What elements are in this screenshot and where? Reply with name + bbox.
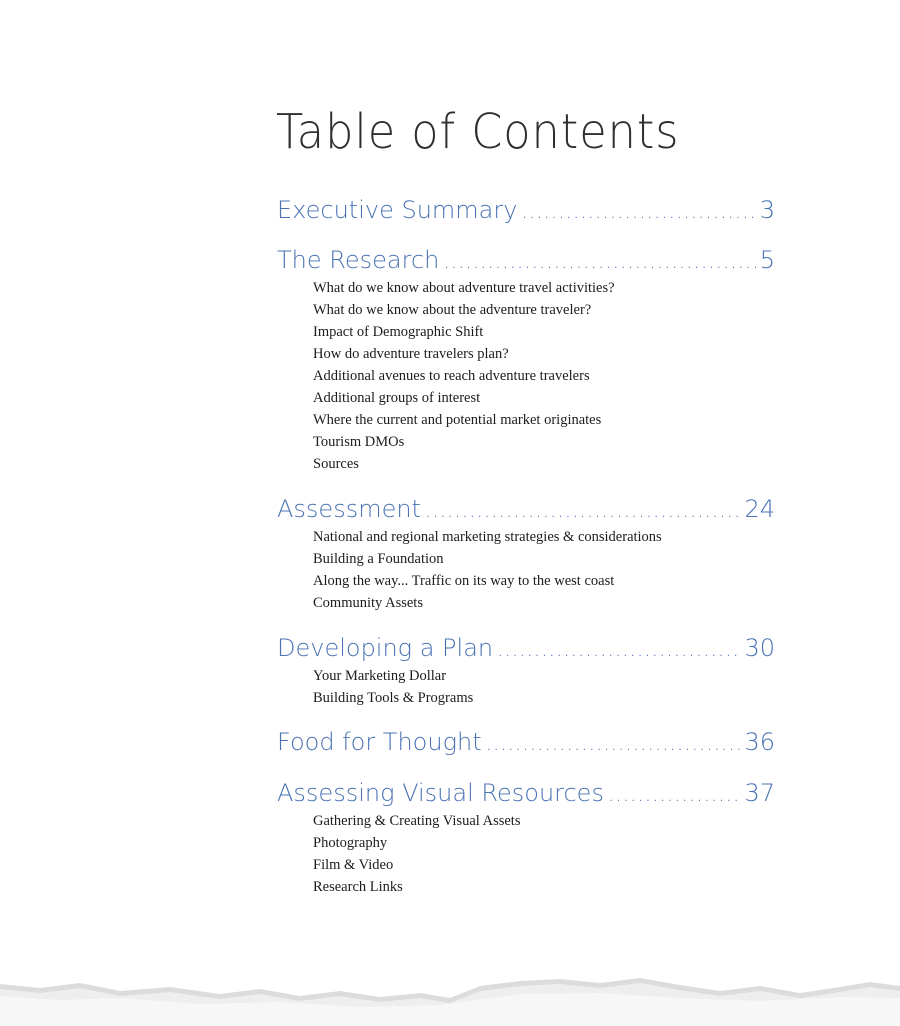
subsection-item[interactable]: National and regional marketing strategies & considerations <box>313 529 662 545</box>
dot-leader <box>608 777 741 811</box>
subsection-item[interactable]: Impact of Demographic Shift <box>313 324 484 340</box>
toc-entry-the-research[interactable] <box>277 243 775 277</box>
subsection-item[interactable]: Where the current and potential market originates <box>313 412 602 428</box>
subsection-item[interactable]: How do adventure travelers plan? <box>313 346 509 362</box>
toc-entry-assessing-visual-resources[interactable] <box>277 776 775 810</box>
subsection-list <box>277 665 775 709</box>
dot-leader <box>443 244 755 278</box>
toc-section-assessment <box>277 492 775 614</box>
section-page-number: 37 <box>744 779 775 807</box>
section-title: The Research <box>277 246 440 274</box>
subsection-item[interactable]: Your Marketing Dollar <box>313 668 447 684</box>
subsection-item[interactable]: Additional avenues to reach adventure travelers <box>313 368 590 384</box>
dot-leader <box>521 194 755 228</box>
subsection-item[interactable]: Building Tools & Programs <box>313 690 474 706</box>
subsection-item[interactable]: Sources <box>313 456 359 472</box>
subsection-item[interactable]: Film & Video <box>313 857 394 873</box>
subsection-item[interactable]: Building a Foundation <box>313 551 444 567</box>
toc-entry-assessment[interactable] <box>277 492 775 526</box>
page-title: Table of Contents <box>276 104 680 160</box>
toc-section-the-research <box>277 243 775 475</box>
subsection-list <box>277 277 775 475</box>
subsection-item[interactable]: What do we know about the adventure traveler? <box>313 302 592 318</box>
toc-entry-developing-a-plan[interactable] <box>277 631 775 665</box>
section-page-number: 30 <box>744 634 775 662</box>
subsection-item[interactable]: What do we know about adventure travel activities? <box>313 280 615 296</box>
section-title: Food for Thought <box>277 728 482 756</box>
toc-section-food-for-thought <box>277 725 775 759</box>
section-title: Assessment <box>277 495 421 523</box>
subsection-item[interactable]: Along the way... Traffic on its way to the west coast <box>313 573 615 589</box>
toc-section-developing-a-plan <box>277 631 775 709</box>
toc-entry-executive-summary[interactable] <box>277 193 775 227</box>
section-title: Executive Summary <box>277 196 518 224</box>
subsection-item[interactable]: Additional groups of interest <box>313 390 481 406</box>
section-page-number: 3 <box>759 196 775 224</box>
section-title: Developing a Plan <box>277 634 494 662</box>
dot-leader <box>497 632 740 666</box>
dot-leader <box>425 493 740 527</box>
subsection-item[interactable]: Research Links <box>313 879 403 895</box>
subsection-item[interactable]: Community Assets <box>313 595 423 611</box>
section-title: Assessing Visual Resources <box>277 779 604 807</box>
subsection-item[interactable]: Tourism DMOs <box>313 434 405 450</box>
section-page-number: 24 <box>744 495 775 523</box>
dot-leader <box>486 726 741 760</box>
subsection-list <box>277 810 775 898</box>
subsection-item[interactable]: Gathering & Creating Visual Assets <box>313 813 521 829</box>
section-page-number: 5 <box>759 246 775 274</box>
toc-entry-food-for-thought[interactable] <box>277 725 775 759</box>
toc-section-executive-summary <box>277 193 775 227</box>
section-page-number: 36 <box>744 728 775 756</box>
subsection-list <box>277 526 775 614</box>
toc-section-assessing-visual-resources <box>277 776 775 898</box>
subsection-item[interactable]: Photography <box>313 835 388 851</box>
torn-paper-edge <box>0 960 900 1026</box>
